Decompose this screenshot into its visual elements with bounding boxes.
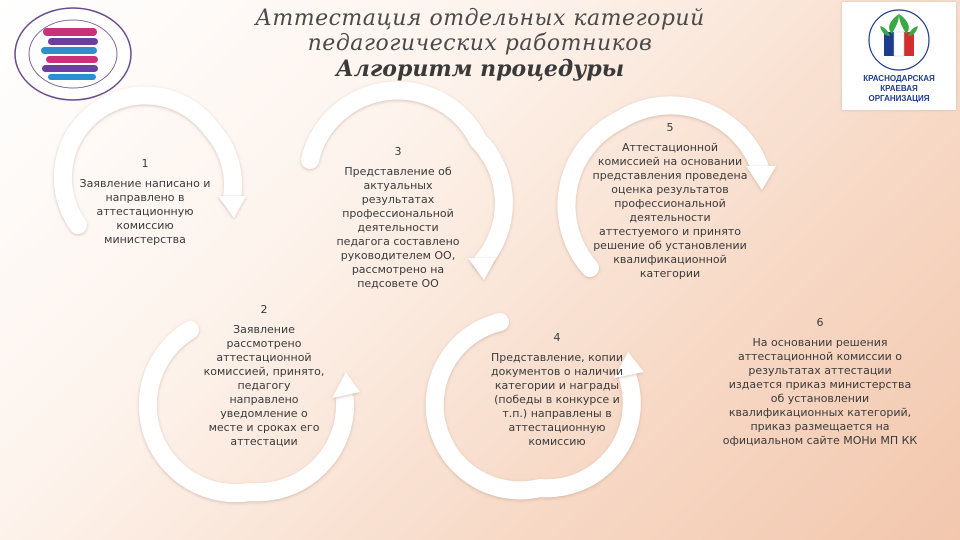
curved-arrow-icon [332, 372, 360, 398]
step-number: 5 [666, 121, 674, 134]
step-text: Представление об актуальных результатах профессиональной деятельности педагога составлено руководителем ОО, рассмотрено на педсовете ОО [336, 165, 460, 290]
step-2 [203, 303, 325, 449]
step-number: 3 [394, 145, 402, 158]
step-text: Аттестационной комиссией на основании представления проведена оценка результатов профессиональной деятельности аттестуемого и принято решение об установлении квалификационной категории [592, 141, 748, 280]
org-line-1: КРАСНОДАРСКАЯ [863, 74, 935, 83]
page-title-line-2: педагогических работников [307, 31, 653, 56]
step-text: Представление, копии документов о наличии категории и награды (победы в конкурсе и т.п.) направлены в аттестационную комиссию [490, 351, 624, 448]
page-title-line-1: Аттестация отдельных категорий [255, 6, 705, 31]
page-subtitle: Алгоритм процедуры [335, 56, 625, 82]
step-text: На основании решения аттестационной комиссии о результатах аттестации издается приказ министерства об установлении квалификационных категорий, приказ размещается на официальном сайте МОНи МП КК [722, 336, 918, 447]
step-6 [722, 316, 918, 448]
step-number: 6 [816, 316, 824, 329]
step-3 [334, 145, 462, 291]
curved-arrow-icon [746, 166, 776, 190]
step-text: Заявление написано и направлено в аттестационную комиссию министерства [79, 177, 211, 246]
org-line-2: КРАЕВАЯ [880, 84, 918, 93]
curved-arrow-icon [218, 196, 246, 218]
step-number: 1 [141, 157, 149, 170]
step-1 [78, 157, 212, 247]
step-number: 4 [553, 331, 561, 344]
step-text: Заявление рассмотрено аттестационной комиссией, принято, педагогу направлено уведомление о месте и сроках его аттестации [203, 323, 325, 448]
step-number: 2 [260, 303, 268, 316]
step-5 [592, 121, 748, 281]
step-4 [486, 331, 628, 449]
curved-arrow-icon [468, 258, 496, 280]
org-line-3: ОРГАНИЗАЦИЯ [868, 94, 930, 103]
